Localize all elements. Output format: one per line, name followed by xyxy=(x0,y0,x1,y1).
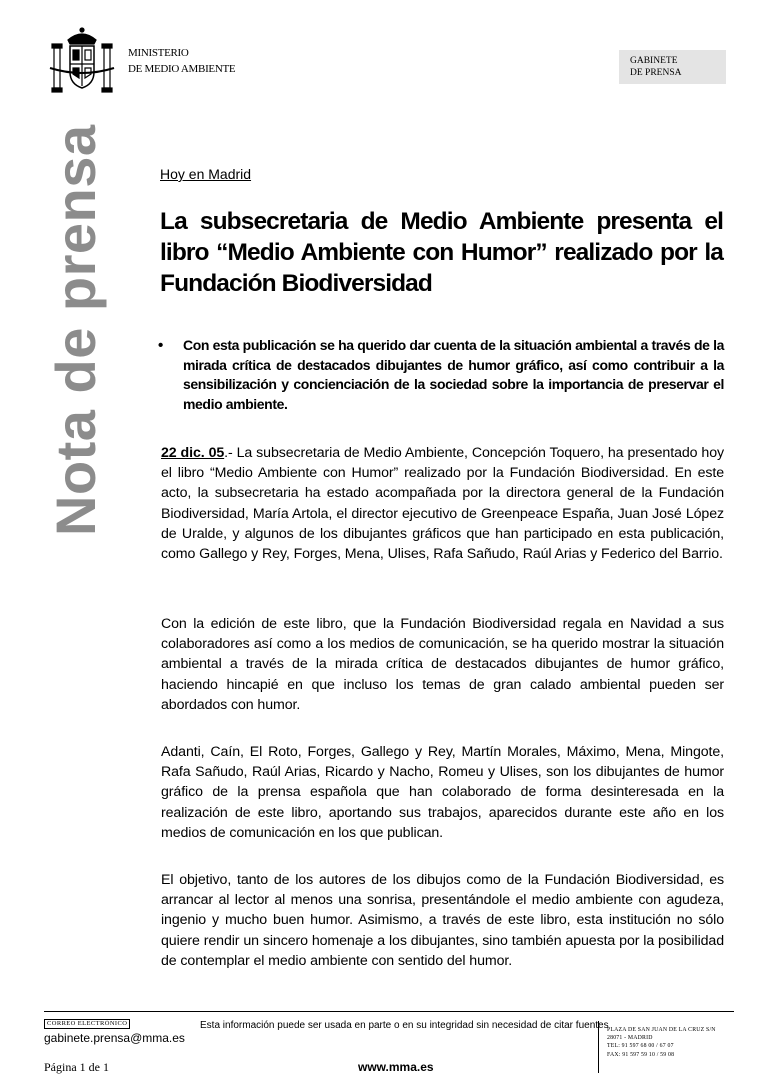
press-office-box xyxy=(619,50,726,84)
article-highlight: Con esta publicación se ha querido dar cuenta de la situación ambiental a través de la mirada crítica de destacados dibujantes de humor gráfico, así como contribuir a la sensibilización y concienciación de la sociedad sobre la importancia de preservar el medio ambiente. xyxy=(183,337,724,412)
address-line-1: PLAZA DE SAN JUAN DE LA CRUZ S/N xyxy=(607,1027,716,1033)
office-address xyxy=(607,1026,716,1059)
article-paragraph-1 xyxy=(161,443,724,564)
article-paragraph-2: Con la edición de este libro, que la Fundación Biodiversidad regala en Navidad a sus colaboradores así como a los medios de comunicación, se ha querido mostrar la situación ambiental a través de la mirada crítica de destacados dibujantes de humor gráfico, haciendo hincapié en que incluso los temas de gran calado ambiental pueden ser abordados con humor. xyxy=(161,616,724,713)
press-office-line-2: DE PRENSA xyxy=(630,68,682,78)
address-line-3: TEL: 91 597 68 00 / 67 07 xyxy=(607,1043,674,1050)
address-divider xyxy=(598,1021,599,1073)
page-number: Página 1 de 1 xyxy=(44,1060,109,1074)
article-dateline: 22 dic. 05 xyxy=(161,445,225,461)
paragraph-1-text: .- La subsecretaria de Medio Ambiente, Concepción Toquero, ha presentado hoy el libro “Medio Ambiente con Humor” realizado por la Fundación Biodiversidad. En este acto, la subsecretaria ha estado acompañada por la directora general de la Fundación Biodiversidad, María Artola, el director ejecutivo de Greenpeace España, Juan José López de Uralde, y algunos de los dibujantes gráficos que han participado en esta publicación, como Gallego y Rey, Forges, Mena, Ulises, Rafa Sañudo, Raúl Arias y Federico del Barrio. xyxy=(161,445,724,563)
article-title: La subsecretaria de Medio Ambiente presenta el libro “Medio Ambiente con Humor” realizado por la Fundación Biodiversidad xyxy=(160,208,723,297)
address-line-2: 28071 - MADRID xyxy=(607,1035,653,1042)
ministry-line-1: MINISTERIO xyxy=(128,47,189,59)
bullet-marker: • xyxy=(158,337,164,354)
ministry-line-2: DE MEDIO AMBIENTE xyxy=(128,63,236,75)
address-line-4: FAX: 91 597 59 10 / 59 08 xyxy=(607,1051,675,1058)
article-paragraph-4: El objetivo, tanto de los autores de los dibujos como de la Fundación Biodiversidad, es arrancar al lector al menos una sonrisa, presentándole el medio ambiente con agudeza, ingenio y mucho buen humor. Asimismo, a través de este libro, esta institución no sólo quiere rendir un sincero homenaje a los dibujantes, sino también apuesta por la posibilidad de contemplar el medio ambiente con sentido del humor. xyxy=(161,872,724,969)
coat-of-arms-logo xyxy=(44,24,120,100)
article-paragraph-3: Adanti, Caín, El Roto, Forges, Gallego y Rey, Martín Morales, Máximo, Mena, Mingote, Rafa Sañudo, Raúl Arias, Ricardo y Nacho, Romeu y Ulises, son los dibujantes de humor gráfico de la prensa española que han colaborado de forma desinteresada en la realización de este libro, aportando sus trabajos, aparecidos durante este año en los medios de comunicación en los que publican. xyxy=(161,744,724,841)
usage-notice: Esta información puede ser usada en parte o en su integridad sin necesidad de citar fuentes xyxy=(200,1020,609,1031)
side-label: Nota de prensa xyxy=(44,124,107,536)
article-kicker: Hoy en Madrid xyxy=(160,166,252,182)
footer-divider xyxy=(44,1011,734,1012)
email-label: CORREO ELECTRÓNICO xyxy=(44,1019,130,1029)
contact-email: gabinete.prensa@mma.es xyxy=(44,1031,185,1045)
ministry-name xyxy=(128,45,235,77)
website-link[interactable]: www.mma.es xyxy=(358,1060,434,1074)
press-office-line-1: GABINETE xyxy=(630,56,678,66)
